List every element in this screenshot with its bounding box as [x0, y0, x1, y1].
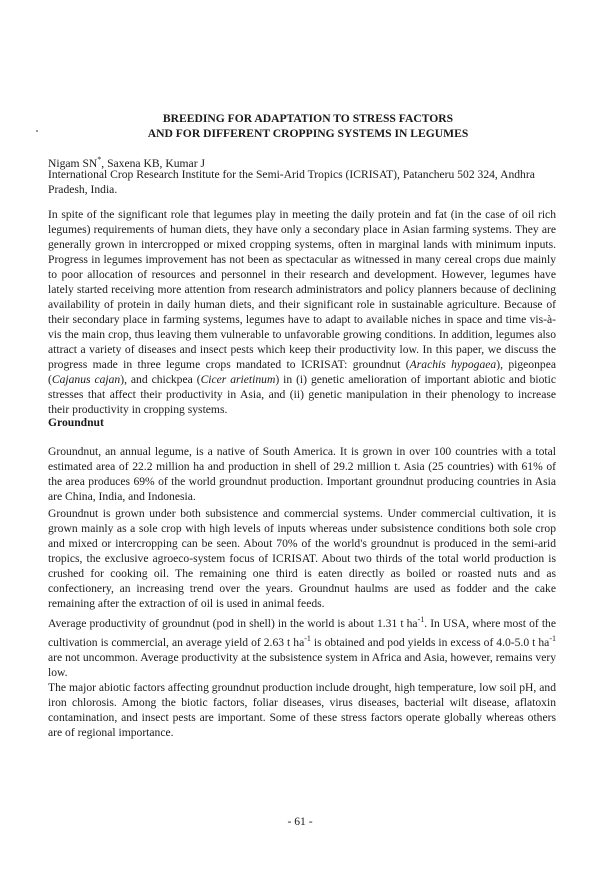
body-paragraph: Groundnut is grown under both subsistence and commercial systems. Under commercial cultivation, it is grown mainly as a sole crop with high levels of inputs whereas under subsistence conditions both sole crop and mixed or intercropping can be seen. About 70% of the world's groundnut is produced in the semi-arid tropics, the exclusive agroeco-system focus of ICRISAT. About two thirds of the total world production is crushed for cooking oil. The remaining one third is eaten directly as boiled or roasted nuts and as confectionery, an increasing trend over the years. Groundnut haulms are used as fodder and the cake remaining after the extraction of oil is used in animal feeds.	[48, 507, 556, 610]
title-line-2: AND FOR DIFFERENT CROPPING SYSTEMS IN LEGUMES	[147, 127, 469, 140]
corresponding-author-mark: *	[97, 155, 102, 164]
abstract-paragraph	[48, 207, 556, 417]
section-heading: Groundnut	[48, 416, 104, 429]
body-paragraph	[48, 612, 556, 680]
abstract-text-2: ), pigeonpea (	[48, 358, 556, 386]
species-groundnut: Arachis hypogaea	[409, 358, 497, 371]
scan-speck	[36, 130, 38, 132]
page-number: - 61 -	[287, 815, 313, 828]
body-paragraph: The major abiotic factors affecting groundnut production include drought, high temperature, low soil pH, and iron chlorosis. Among the biotic factors, foliar diseases, virus diseases, bacterial wilt disease, aflatoxin contamination, and insect pests are important. Some of these stress factors operate globally whereas others are of regional importance.	[48, 681, 556, 739]
abstract-text-3: ), and chickpea (	[120, 373, 201, 386]
superscript: -1	[417, 615, 425, 624]
other-authors: , Saxena KB, Kumar J	[101, 156, 205, 170]
abstract-text-1: In spite of the significant role that legumes play in meeting the daily protein and fat (in the case of oil rich legumes) requirements of human diets, they have only a secondary place in Asian farming systems. They are generally grown in intercropped or mixed cropping systems, often in marginal lands with minimum inputs. Progress in legumes improvement has not been as spectacular as witnessed in many cereal crops due mainly to poor allocation of resources and personnel in their research and development. However, legumes have lately started receiving more attention from research administrators and policy planners because of declining availability of protein in daily human diets, and their significant role in sustainable agriculture. Because of their secondary place in farming systems, legumes have to adapt to available niches in space and time vis-à-vis the main crop, thus leaving them vulnerable to unfavorable growing conditions. In addition, legumes also attract a variety of diseases and insect pests which keep their productivity low. In this paper, we discuss the progress made in three legume crops mandated to ICRISAT: groundnut (	[48, 208, 556, 371]
first-author: Nigam SN	[48, 156, 98, 170]
body-text: Average productivity of groundnut (pod in shell) in the world is about 1.31 t ha	[48, 616, 418, 630]
species-chickpea: Cicer arietinum	[200, 373, 276, 386]
superscript: -1	[549, 633, 556, 643]
body-text: . In USA, where most of the cultivation is commercial, an average yield of 2.63 t ha	[48, 616, 556, 649]
paper-title	[48, 111, 568, 141]
superscript: -1	[304, 633, 311, 643]
abstract-text-4: ) in (i) genetic amelioration of important abiotic and biotic stresses that affect their productivity in Asia, and (ii) genetic manipulation in their phenology to increase their productivity in cropping systems.	[48, 373, 556, 416]
affiliation: International Crop Research Institute for the Semi-Arid Tropics (ICRISAT), Patancheru 502 324, Andhra Pradesh, India.	[48, 168, 535, 196]
body-text: are not uncommon. Average productivity at the subsistence system in Africa and Asia, however, remains very low.	[48, 650, 556, 679]
body-text: is obtained and pod yields in excess of 4.0-5.0 t ha	[310, 635, 550, 649]
species-pigeonpea: Cajanus cajan	[51, 373, 121, 386]
title-line-1: BREEDING FOR ADAPTATION TO STRESS FACTORS	[162, 112, 454, 125]
body-paragraph: Groundnut, an annual legume, is a native of South America. It is grown in over 100 countries with a total estimated area of 22.2 million ha and production in shell of 29.2 million t. Asia (25 countries) with 61% of the area produces 69% of the world groundnut production. Important groundnut producing countries in Asia are China, India, and Indonesia.	[48, 445, 556, 503]
